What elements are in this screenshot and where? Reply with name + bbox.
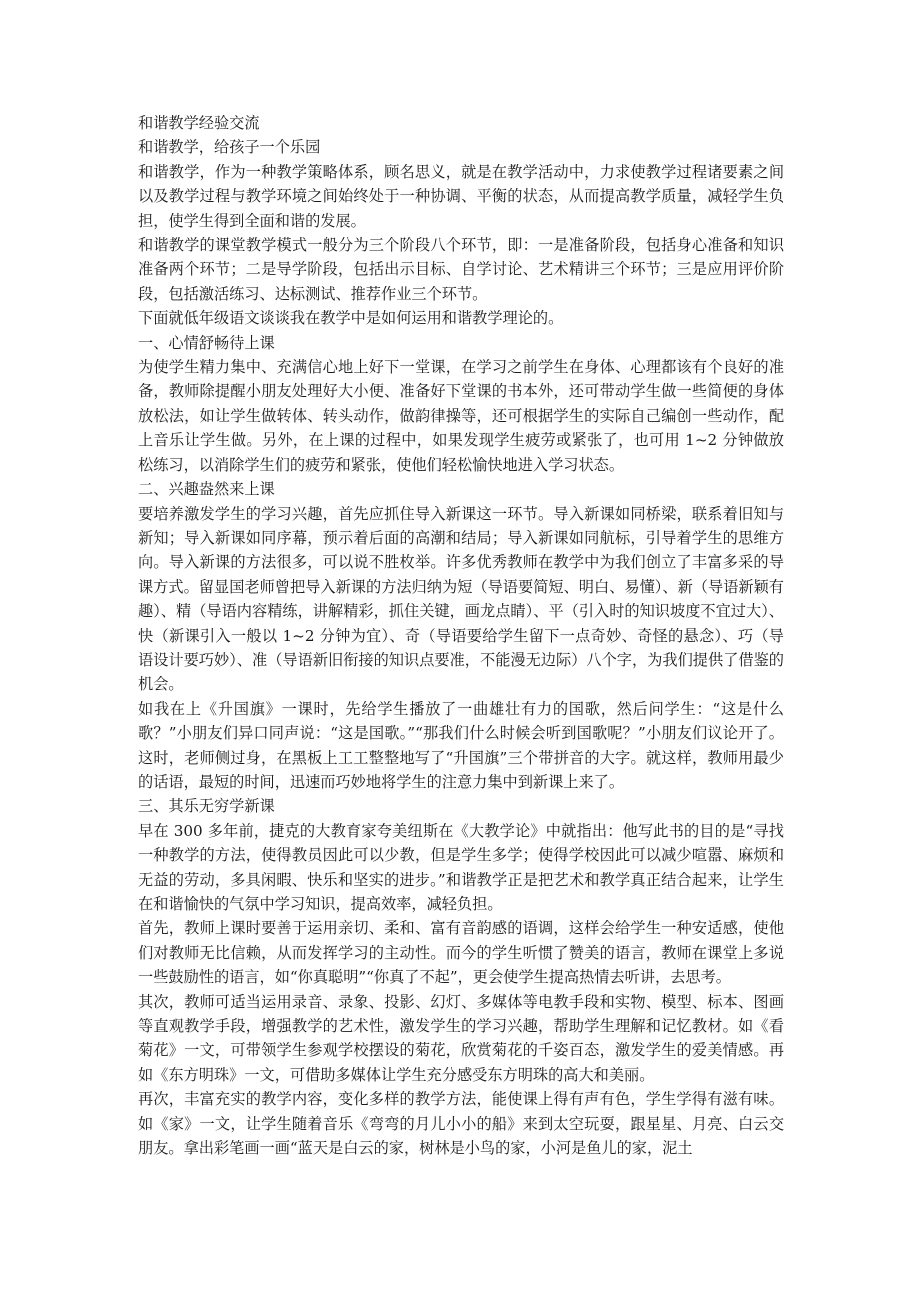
section-heading-2: 二、兴趣盎然来上课 [138, 480, 275, 499]
document-subtitle: 和谐教学，给孩子一个乐园 [138, 138, 321, 157]
paragraph-first: 首先，教师上课时要善于运用亲切、柔和、富有音韵感的语调，这样会给学生一种安适感，使他们对教师无比信赖，从而发挥学习的主动性。而今的学生听惯了赞美的语言，教师在课堂上多说一些鼓励性的语言，如“你真聪明”“你真了不起”，更会使学生提高热情去听讲，去思考。 [138, 919, 784, 987]
paragraph-section-2: 要培养激发学生的学习兴趣，首先应抓住导入新课这一环节。导入新课如同桥梁，联系着旧知与新知；导入新课如同序幕，预示着后面的高潮和结局；导入新课如同航标，引导着学生的思维方向。导入新课的方法很多，可以说不胜枚举。许多优秀教师在教学中为我们创立了丰富多采的导课方式。留显国老师曾把导入新课的方法归纳为短（导语要简短、明白、易懂）、新（导语新颖有趣）、精（导语内容精练，讲解精彩，抓住关键，画龙点睛）、平（引入时的知识坡度不宜过大）、快（新课引入一般以 1~2 分钟为宜）、奇（导语要给学生留下一点奇妙、奇怪的悬念）、巧（导语设计要巧妙）、准（导语新旧衔接的知识点要准，不能漫无边际）八个字，为我们提供了借鉴的机会。 [138, 504, 784, 694]
paragraph-section-3: 早在 300 多年前，捷克的大教育家夸美纽斯在《大教学论》中就指出：他写此书的目的是“寻找一种教学的方法，使得教员因此可以少教，但是学生多学；使得学校因此可以减少喧嚣、麻烦和无益的劳动，多具闲暇、快乐和坚实的进步。”和谐教学正是把艺术和教学真正结合起来，让学生在和谐愉快的气氛中学习知识，提高效率，减轻负担。 [138, 821, 784, 913]
paragraph-intro: 和谐教学，作为一种教学策略体系，顾名思义，就是在教学活动中，力求使教学过程诸要素之间以及教学过程与教学环境之间始终处于一种协调、平衡的状态，从而提高教学质量，减轻学生负担，使学生得到全面和谐的发展。 [138, 162, 784, 230]
paragraph-section-1: 为使学生精力集中、充满信心地上好下一堂课，在学习之前学生在身体、心理都该有个良好的准备，教师除提醒小朋友处理好大小便、准备好下堂课的书本外，还可带动学生做一些简便的身体放松法，如让学生做转体、转头动作，做韵律操等，还可根据学生的实际自己编创一些动作，配上音乐让学生做。另外，在上课的过程中，如果发现学生疲劳或紧张了，也可用 1~2 分钟做放松练习，以消除学生们的疲劳和紧张，使他们轻松愉快地进入学习状态。 [138, 358, 784, 474]
section-heading-1: 一、心情舒畅待上课 [138, 333, 275, 352]
paragraph-model: 和谐教学的课堂教学模式一般分为三个阶段八个环节，即：一是准备阶段，包括身心准备和知识准备两个环节；二是导学阶段，包括出示目标、自学讨论、艺术精讲三个环节；三是应用评价阶段，包括激活练习、达标测试、推荐作业三个环节。 [138, 236, 784, 303]
document-body [138, 111, 784, 1160]
paragraph-third: 再次，丰富充实的教学内容，变化多样的教学方法，能使课上得有声有色，学生学得有滋有味。如《家》一文，让学生随着音乐《弯弯的月儿小小的船》来到太空玩耍，跟星星、月亮、白云交朋友。拿出彩笔画一画“蓝天是白云的家，树林是小鸟的家，小河是鱼儿的家，泥土 [138, 1090, 784, 1158]
paragraph-example-flag: 如我在上《升国旗》一课时，先给学生播放了一曲雄壮有力的国歌，然后问学生：“这是什么歌？”小朋友们异口同声说：“这是国歌。”“那我们什么时候会听到国歌呢？”小朋友们议论开了。这时，老师侧过身，在黑板上工工整整地写了“升国旗”三个带拼音的大字。就这样，教师用最少的话语，最短的时间，迅速而巧妙地将学生的注意力集中到新课上来了。 [138, 699, 784, 791]
section-heading-3: 三、其乐无穷学新课 [138, 797, 275, 816]
paragraph-second: 其次，教师可适当运用录音、录象、投影、幻灯、多媒体等电教手段和实物、模型、标本、图画等直观教学手段，增强教学的艺术性，激发学生的学习兴趣，帮助学生理解和记忆教材。如《看菊花》一文，可带领学生参观学校摆设的菊花，欣赏菊花的千姿百态，激发学生的爱美情感。再如《东方明珠》一文，可借助多媒体让学生充分感受东方明珠的高大和美丽。 [138, 992, 784, 1084]
document-title: 和谐教学经验交流 [138, 114, 260, 132]
paragraph-transition: 下面就低年级语文谈谈我在教学中是如何运用和谐教学理论的。 [138, 309, 564, 328]
